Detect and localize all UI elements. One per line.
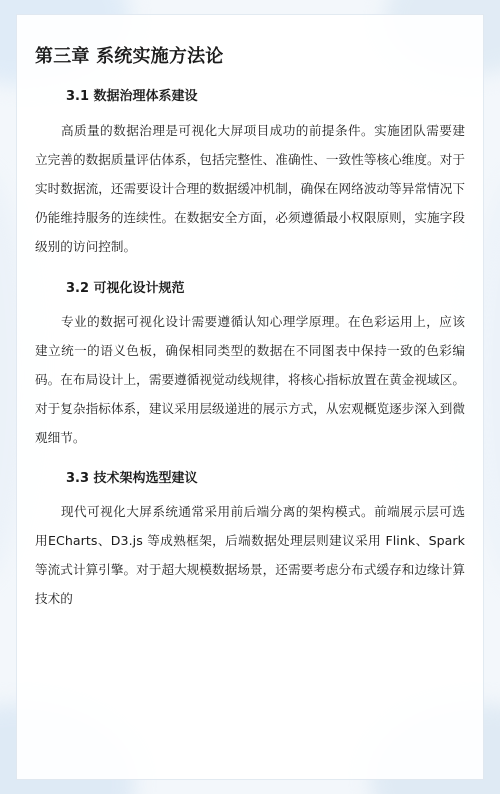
section-paragraph-3-3: 现代可视化大屏系统通常采用前后端分离的架构模式。前端展示层可选用ECharts、D3.js 等成熟框架，后端数据处理层则建议采用 Flink、Spark 等流式计算引擎。对于超大规模数据场景，还需要考虑分布式缓存和边缘计算技术的 — [35, 504, 465, 606]
document-content — [35, 45, 465, 613]
chapter-title: 第三章 系统实施方法论 — [35, 46, 224, 67]
section-heading-3-3: 3.3 技术架构选型建议 — [66, 471, 198, 486]
section-heading-3-1: 3.1 数据治理体系建设 — [66, 89, 198, 104]
section-paragraph-3-2: 专业的数据可视化设计需要遵循认知心理学原理。在色彩运用上，应该建立统一的语义色板，确保相同类型的数据在不同图表中保持一致的色彩编码。在布局设计上，需要遵循视觉动线规律，将核心指标放置在黄金视域区。对于复杂指标体系，建议采用层级递进的展示方式，从宏观概览逐步深入到微观细节。 — [35, 314, 465, 445]
section-paragraph-3-1: 高质量的数据治理是可视化大屏项目成功的前提条件。实施团队需要建立完善的数据质量评估体系，包括完整性、准确性、一致性等核心维度。对于实时数据流，还需要设计合理的数据缓冲机制，确保在网络波动等异常情况下仍能维持服务的连续性。在数据安全方面，必须遵循最小权限原则，实施字段级别的访问控制。 — [35, 123, 465, 254]
section-heading-3-2: 3.2 可视化设计规范 — [66, 281, 185, 296]
document-page — [17, 15, 483, 779]
